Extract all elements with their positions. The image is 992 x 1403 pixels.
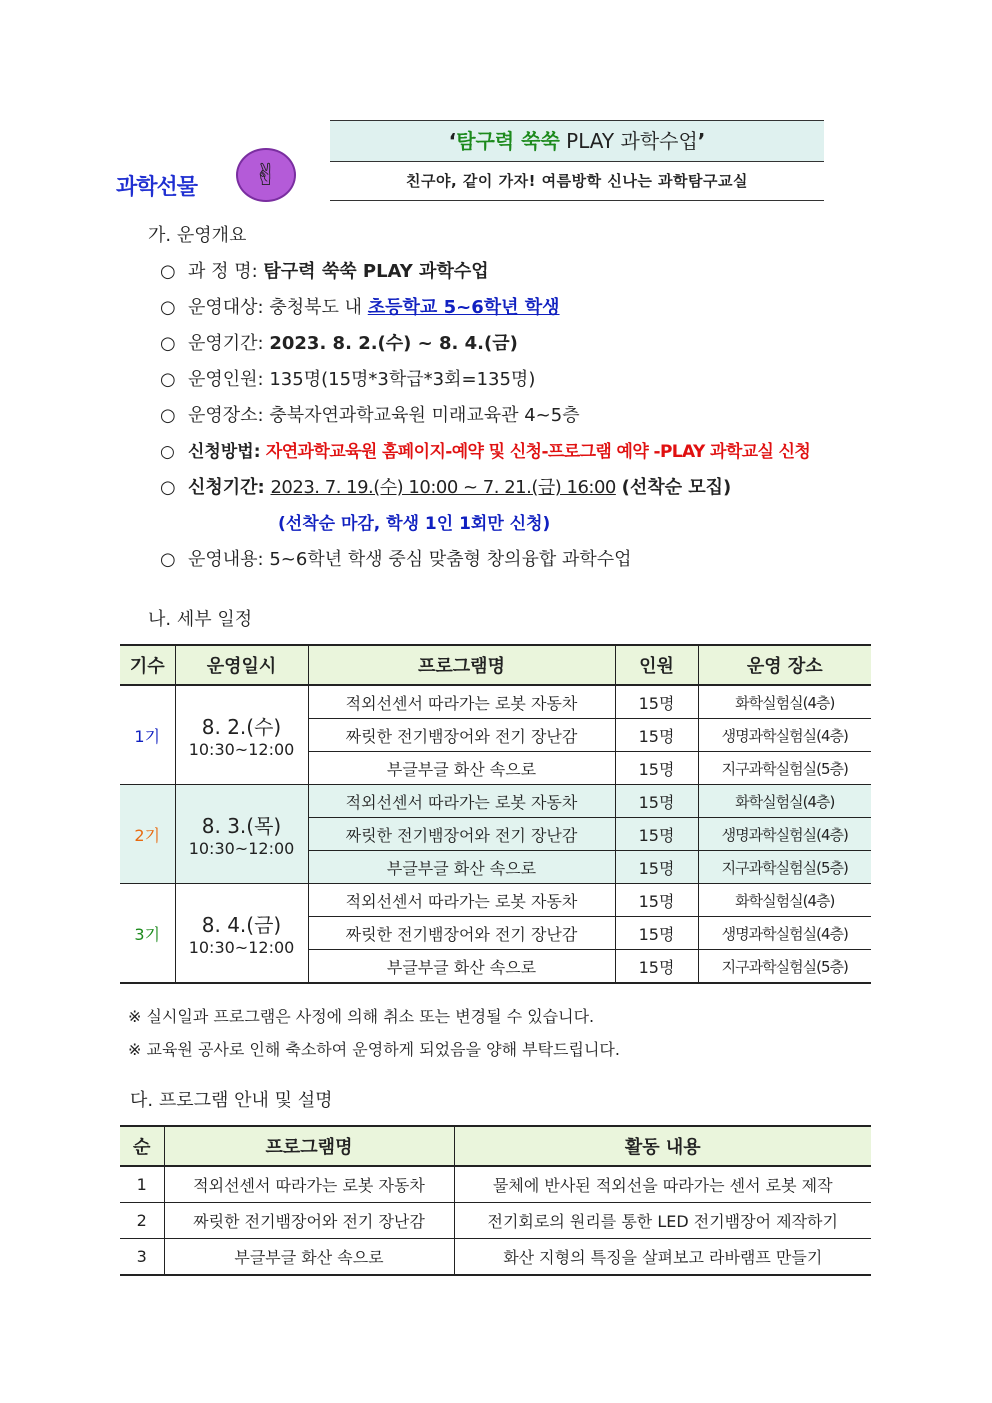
date-time: 10:30~12:00	[188, 839, 295, 858]
header-program: 프로그램명	[164, 1126, 454, 1166]
people-row	[160, 365, 535, 391]
content-row	[160, 545, 632, 571]
place-cell: 지구과학실험실(5층)	[698, 851, 871, 884]
apply-period-suffix: (선착순 모집)	[621, 477, 732, 498]
place-row	[160, 401, 580, 427]
count-cell: 15명	[615, 685, 698, 719]
place-cell: 생명과학실험실(4층)	[698, 719, 871, 752]
apply-method-label: 신청방법:	[188, 442, 261, 462]
header-count: 인원	[615, 645, 698, 685]
course-label: 과 정 명:	[188, 261, 258, 282]
program-cell: 짜릿한 전기뱀장어와 전기 장난감	[308, 719, 615, 752]
table-row	[120, 785, 871, 818]
section-a-heading: 가. 운영개요	[148, 225, 247, 246]
program-cell: 적외선센서 따라가는 로봇 자동차	[308, 884, 615, 917]
people-value: 135명(15명*3학급*3회=135명)	[269, 369, 536, 390]
count-cell: 15명	[615, 785, 698, 818]
place-cell: 화학실험실(4층)	[698, 685, 871, 719]
bullet-icon: ○	[160, 549, 176, 570]
apply-method-value: 자연과학교육원 홈페이지-예약 및 신청-프로그램 예약 -PLAY 과학교실 신청	[265, 442, 811, 462]
header-date: 운영일시	[175, 645, 308, 685]
table-row	[120, 685, 871, 719]
section-c-heading: 다. 프로그램 안내 및 설명	[130, 1090, 333, 1111]
program-cell: 적외선센서 따라가는 로봇 자동차	[164, 1166, 454, 1203]
activity-cell: 화산 지형의 특징을 살펴보고 라바램프 만들기	[454, 1239, 871, 1276]
note-line: ※ 실시일과 프로그램은 사정에 의해 취소 또는 변경될 수 있습니다.	[128, 1007, 595, 1026]
bullet-icon: ○	[160, 405, 176, 426]
notes	[128, 1000, 620, 1066]
table-row	[120, 1203, 871, 1239]
program-table	[120, 1125, 871, 1276]
gen-cell: 3기	[120, 884, 175, 984]
bullet-icon: ○	[160, 333, 176, 354]
target-label: 운영대상:	[188, 297, 264, 318]
period-row	[160, 329, 518, 355]
program-cell: 부글부글 화산 속으로	[308, 851, 615, 884]
no-cell: 2	[120, 1203, 164, 1239]
count-cell: 15명	[615, 818, 698, 851]
target-prefix: 충청북도 내	[269, 297, 363, 318]
document-subtitle: 친구야, 같이 가자! 여름방학 신나는 과학탐구교실	[330, 162, 824, 201]
place-cell: 생명과학실험실(4층)	[698, 917, 871, 950]
place-label: 운영장소:	[188, 405, 264, 426]
apply-period-value: 2023. 7. 19.(수) 10:00 ~ 7. 21.(금) 16:00	[270, 477, 616, 498]
bullet-icon: ○	[160, 477, 176, 498]
course-value: 탐구력 쑥쑥 PLAY 과학수업	[263, 261, 489, 282]
program-cell: 부글부글 화산 속으로	[308, 950, 615, 984]
count-cell: 15명	[615, 851, 698, 884]
document-title	[330, 120, 824, 162]
period-label: 운영기간:	[188, 333, 264, 354]
gen-cell: 2기	[120, 785, 175, 884]
place-value: 충북자연과학교육원 미래교육관 4~5층	[269, 405, 580, 426]
place-cell: 지구과학실험실(5층)	[698, 752, 871, 785]
program-cell: 부글부글 화산 속으로	[164, 1239, 454, 1276]
date-main: 8. 3.(목)	[201, 814, 282, 838]
header-program: 프로그램명	[308, 645, 615, 685]
course-row	[160, 257, 489, 283]
place-cell: 지구과학실험실(5층)	[698, 950, 871, 984]
title-rest: PLAY 과학수업	[559, 129, 698, 153]
program-cell: 적외선센서 따라가는 로봇 자동차	[308, 685, 615, 719]
period-value: 2023. 8. 2.(수) ~ 8. 4.(금)	[269, 333, 518, 354]
date-time: 10:30~12:00	[188, 938, 295, 957]
apply-period-label: 신청기간:	[188, 477, 265, 498]
target-row	[160, 293, 560, 319]
date-cell	[175, 785, 308, 884]
program-cell: 짜릿한 전기뱀장어와 전기 장난감	[164, 1203, 454, 1239]
people-label: 운영인원:	[188, 369, 264, 390]
schedule-table	[120, 644, 871, 984]
no-cell: 1	[120, 1166, 164, 1203]
program-cell: 짜릿한 전기뱀장어와 전기 장난감	[308, 917, 615, 950]
schedule-header-row	[120, 645, 871, 685]
victory-hand-icon: ✌	[236, 148, 296, 202]
place-cell: 화학실험실(4층)	[698, 785, 871, 818]
logo-text: 과학선물	[116, 175, 198, 200]
title-quote-close: ’	[697, 129, 706, 153]
target-value: 초등학교 5~6학년 학생	[367, 297, 560, 318]
program-cell: 부글부글 화산 속으로	[308, 752, 615, 785]
count-cell: 15명	[615, 752, 698, 785]
bullet-icon: ○	[160, 297, 176, 318]
header-place: 운영 장소	[698, 645, 871, 685]
title-highlight: 탐구력 쑥쑥	[456, 129, 560, 153]
header-activity: 활동 내용	[454, 1126, 871, 1166]
bullet-icon: ○	[160, 261, 176, 282]
bullet-icon: ○	[160, 369, 176, 390]
program-header-row	[120, 1126, 871, 1166]
section-b-heading: 나. 세부 일정	[148, 609, 253, 630]
date-cell	[175, 884, 308, 984]
bullet-icon: ○	[160, 442, 175, 462]
count-cell: 15명	[615, 719, 698, 752]
date-main: 8. 2.(수)	[201, 715, 282, 739]
content-label: 운영내용:	[188, 549, 264, 570]
header-gen: 기수	[120, 645, 175, 685]
table-row	[120, 1166, 871, 1203]
program-cell: 짜릿한 전기뱀장어와 전기 장난감	[308, 818, 615, 851]
apply-period-row	[160, 473, 731, 499]
date-main: 8. 4.(금)	[201, 913, 282, 937]
gen-cell: 1기	[120, 685, 175, 785]
apply-method-row	[160, 437, 810, 462]
date-cell	[175, 685, 308, 785]
count-cell: 15명	[615, 917, 698, 950]
content-value: 5~6학년 학생 중심 맞춤형 창의융합 과학수업	[269, 549, 632, 570]
table-row	[120, 884, 871, 917]
title-quote-open: ‘	[448, 129, 457, 153]
count-cell: 15명	[615, 950, 698, 984]
activity-cell: 물체에 반사된 적외선을 따라가는 센서 로봇 제작	[454, 1166, 871, 1203]
place-cell: 화학실험실(4층)	[698, 884, 871, 917]
date-time: 10:30~12:00	[188, 740, 295, 759]
count-cell: 15명	[615, 884, 698, 917]
no-cell: 3	[120, 1239, 164, 1276]
header-no: 순	[120, 1126, 164, 1166]
activity-cell: 전기회로의 원리를 통한 LED 전기뱀장어 제작하기	[454, 1203, 871, 1239]
table-row	[120, 1239, 871, 1276]
program-cell: 적외선센서 따라가는 로봇 자동차	[308, 785, 615, 818]
place-cell: 생명과학실험실(4층)	[698, 818, 871, 851]
note-line: ※ 교육원 공사로 인해 축소하여 운영하게 되었음을 양해 부탁드립니다.	[128, 1040, 620, 1059]
apply-note: (선착순 마감, 학생 1인 1회만 신청)	[278, 514, 551, 534]
